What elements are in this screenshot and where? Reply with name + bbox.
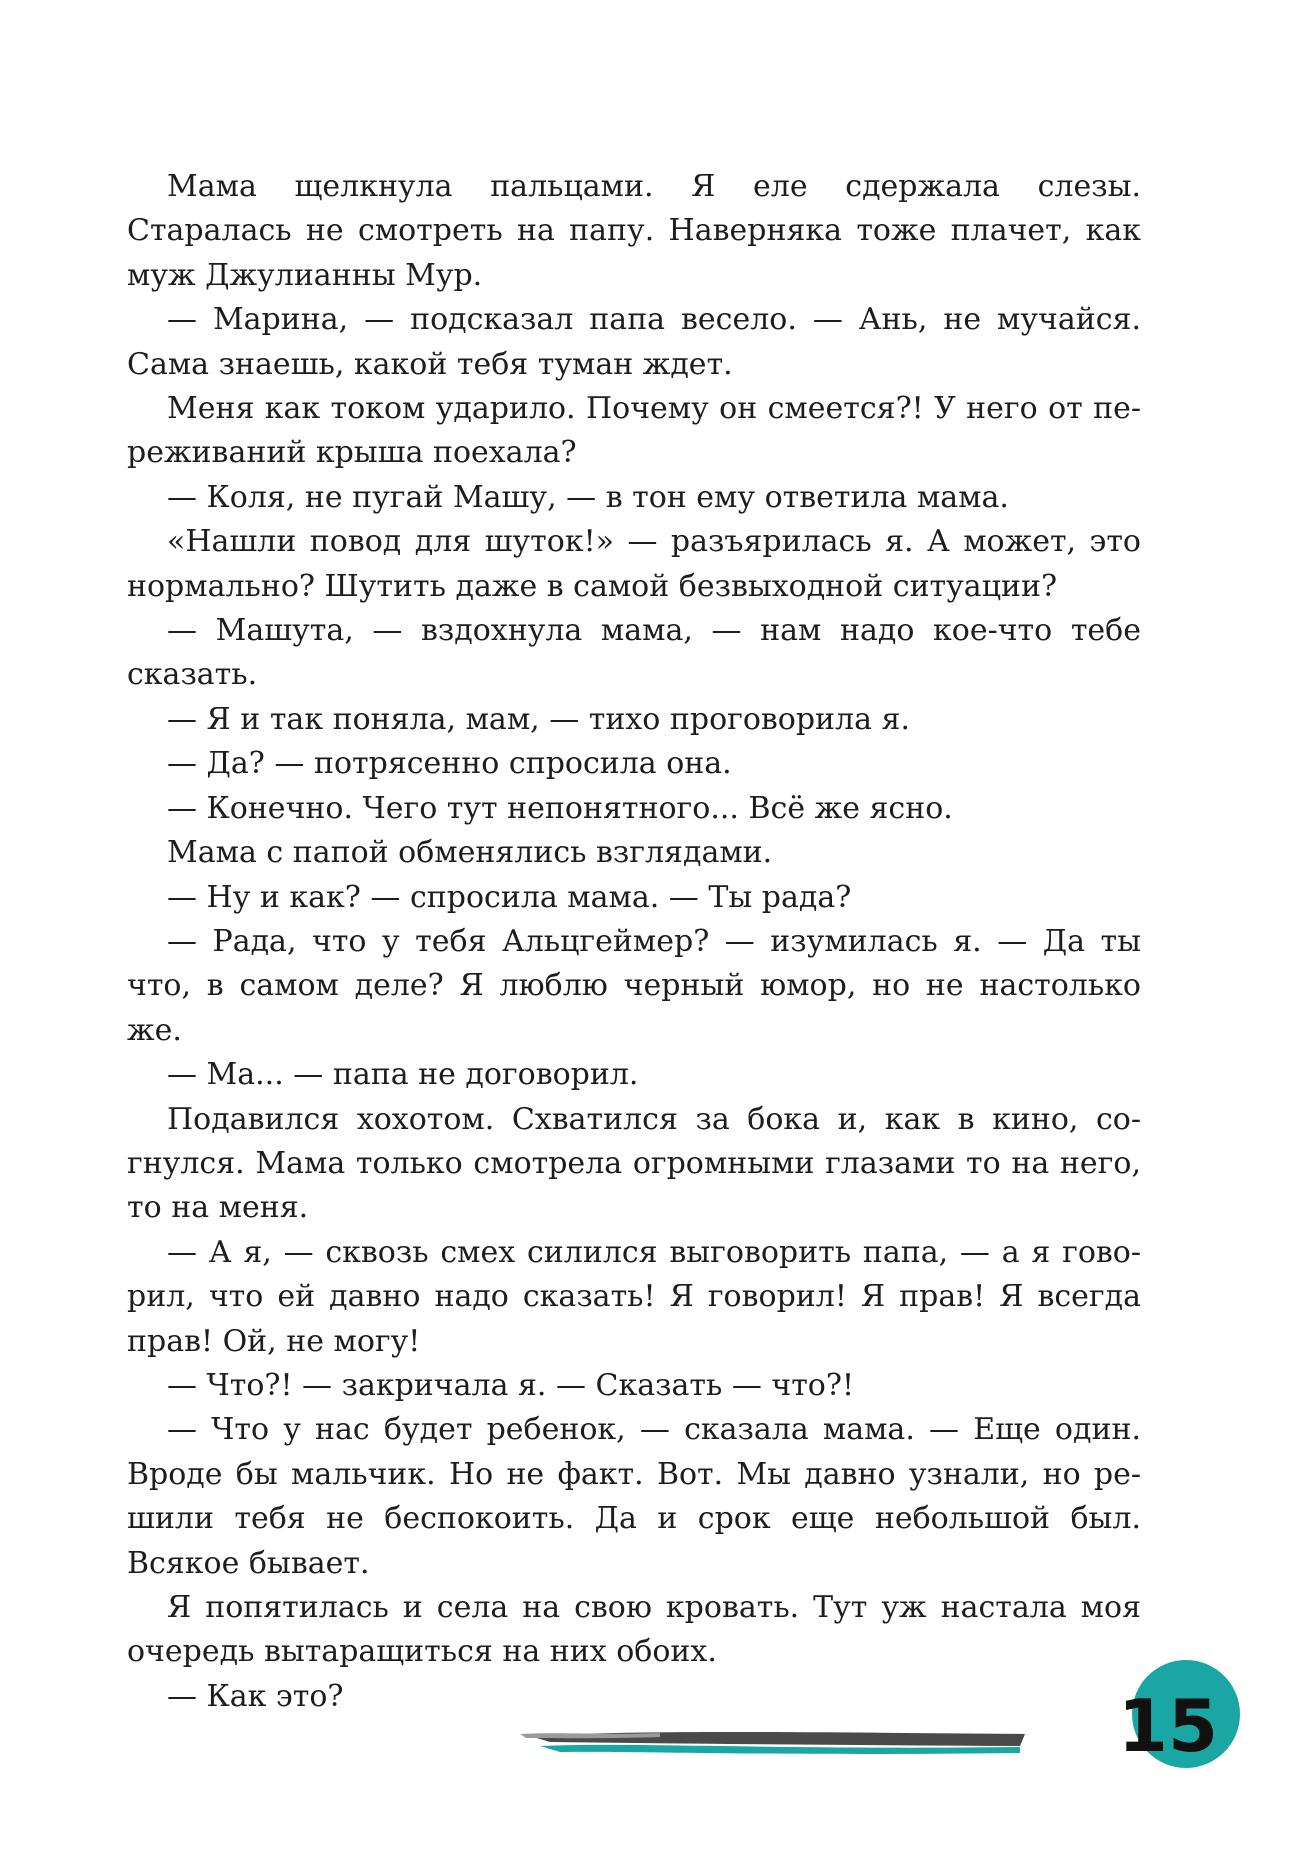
paragraph: — Да? — потрясенно спросила она. [167, 746, 732, 782]
paragraph: Подавился хохотом. Схватился за бока и, как в кино, согнулся. Мама только смотрела огромными глазами то на него, то на меня. [127, 1101, 1141, 1226]
paragraph: — Что у нас будет ребенок, — сказала мама. — Еще один. Вроде бы мальчик. Но не факт. Вот. Мы давно узнали, но решили тебя не беспокоить. Да и срок еще небольшой был. Всякое бывает. [127, 1412, 1141, 1581]
paragraph: — Ма... — папа не договорил. [167, 1057, 639, 1093]
paragraph: Мама щелкнула пальцами. Я еле сдержала слезы. Старалась не смотреть на папу. Наверняка тоже плачет, как муж Джулианны Мур. [127, 169, 1141, 293]
paragraph: — Я и так поняла, мам, — тихо проговорила я. [167, 701, 910, 737]
paragraph: — Коля, не пугай Машу, — в тон ему ответила мама. [167, 479, 1009, 515]
page-text [127, 165, 1141, 1719]
paragraph: — Марина, — подсказал папа весело. — Ань, не мучайся. Сама знаешь, какой тебя туман ждет. [127, 302, 1141, 382]
paragraph: Я попятилась и села на свою кровать. Тут уж настала моя очередь вытаращиться на них обоих. [127, 1590, 1141, 1670]
paragraph: Мама с папой обменялись взглядами. [167, 835, 773, 871]
paragraph: — А я, — сквозь смех силился выговорить папа, — а я говорил, что ей давно надо сказать! Я говорил! Я прав! Я всегда прав! Ой, не могу! [127, 1234, 1141, 1359]
paragraph: — Ну и как? — спросила мама. — Ты рада? [167, 879, 852, 915]
paragraph: — Что?! — закричала я. — Сказать — что?! [167, 1367, 854, 1403]
paragraph: «Нашли повод для шуток!» — разъярилась я. А может, это нормально? Шутить даже в самой безвыходной ситуации? [127, 524, 1141, 604]
paragraph: — Машута, — вздохнула мама, — нам надо кое-что тебе сказать. [127, 613, 1141, 693]
paragraph: — Конечно. Чего тут непонятного... Всё же ясно. [167, 790, 953, 826]
paragraph: — Как это? [167, 1678, 344, 1714]
page-number: 15 [1117, 1684, 1219, 1768]
paragraph: — Рада, что у тебя Альцгеймер? — изумилась я. — Да ты что, в самом деле? Я люблю черный юмор, но не настолько же. [127, 923, 1141, 1048]
brush-stroke-decoration [520, 1720, 1040, 1760]
paragraph: Меня как током ударило. Почему он смеется?! У него от переживаний крыша поехала? [127, 391, 1141, 471]
brush-stroke-light [520, 1733, 660, 1738]
brush-stroke-teal [540, 1745, 1020, 1754]
